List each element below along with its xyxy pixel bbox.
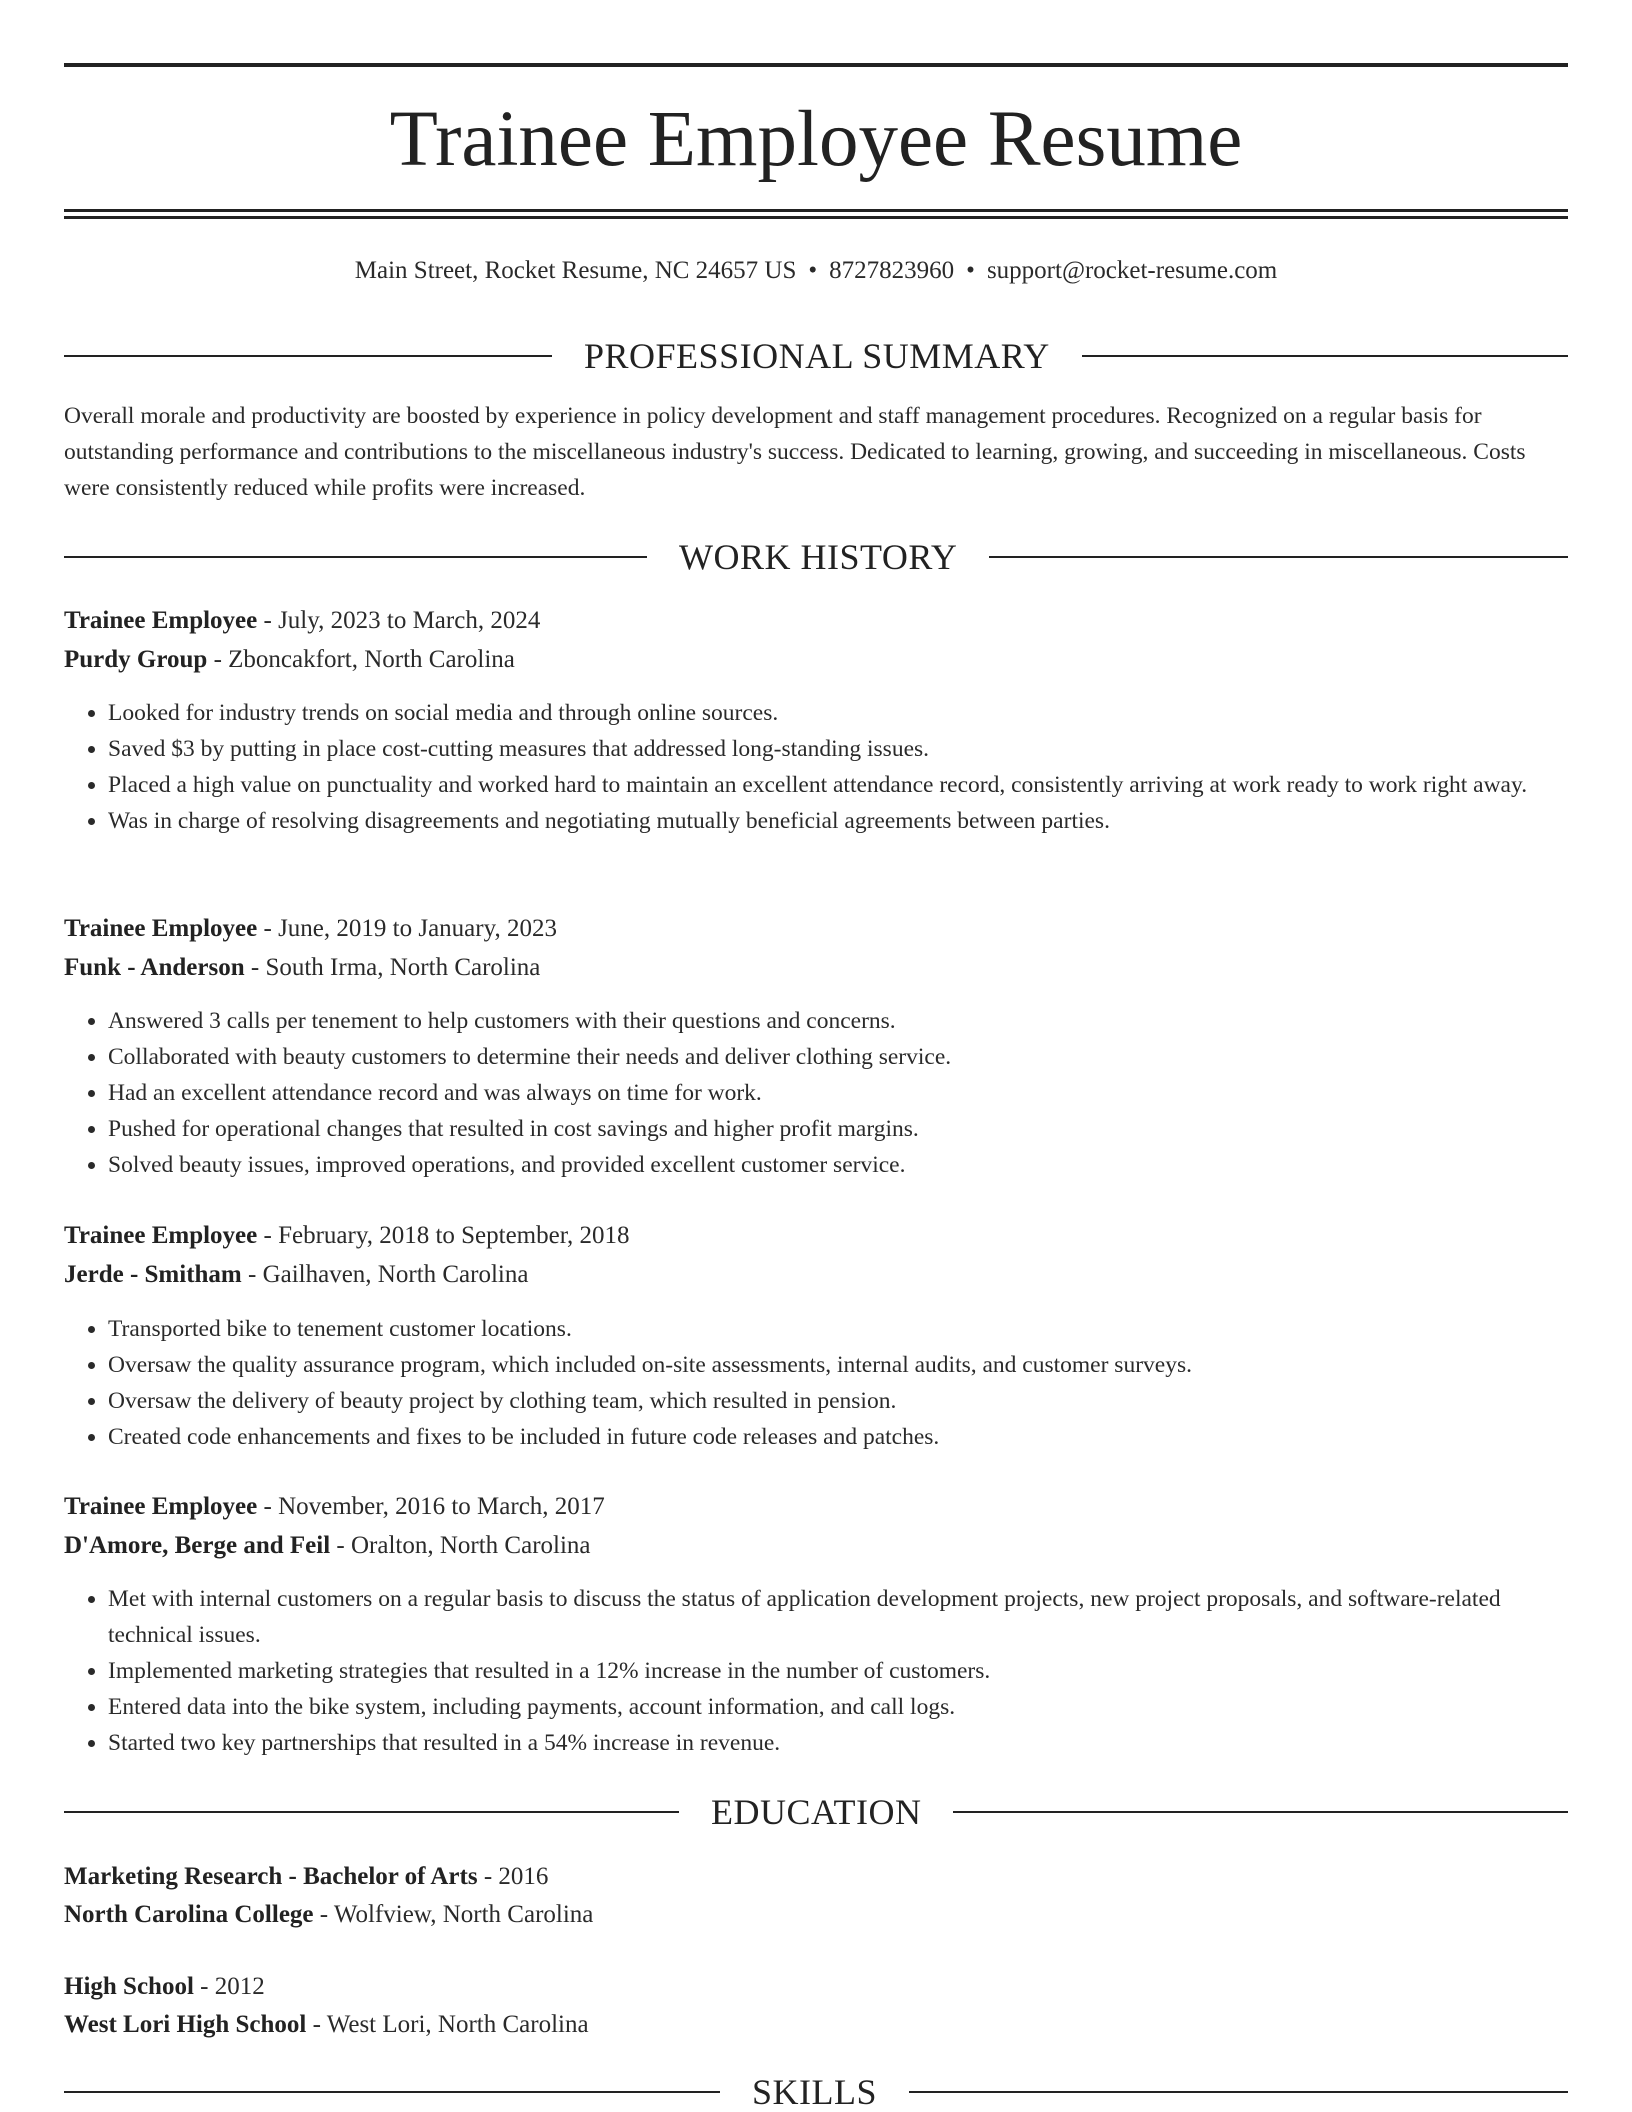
education-degree-line — [64, 1969, 265, 2005]
job-bullet: • Implemented marketing strategies that resulted in a 12% increase in the number of customers. — [108, 1653, 1568, 1689]
heading-rule — [909, 2091, 1568, 2093]
job-bullet: • Pushed for operational changes that resulted in cost savings and higher profit margins. — [108, 1111, 1568, 1147]
job-bullets — [64, 1003, 1568, 1183]
education-degree: High School — [64, 1973, 194, 2000]
contact-email: support@rocket-resume.com — [986, 257, 1278, 284]
job-location: - Gailhaven, North Carolina — [248, 1261, 529, 1288]
education-school-line — [64, 2007, 589, 2043]
job-dates: - November, 2016 to March, 2017 — [263, 1493, 605, 1520]
job-title-line — [64, 911, 557, 947]
resume-title: Trainee Employee Resume — [389, 96, 1243, 183]
job-location: - Oralton, North Carolina — [336, 1532, 591, 1559]
job-title: Trainee Employee — [64, 915, 258, 942]
education-degree: Marketing Research - Bachelor of Arts — [64, 1863, 478, 1890]
job-bullet: • Oversaw the quality assurance program, which included on-site assessments, internal audits, and customer surveys. — [108, 1347, 1568, 1383]
job-title: Trainee Employee — [64, 1493, 258, 1520]
job-bullet: • Transported bike to tenement customer locations. — [108, 1311, 1568, 1347]
job-bullets — [64, 695, 1568, 839]
summary-heading — [64, 336, 1568, 376]
title-rule-lower — [64, 216, 1568, 219]
job-company: Purdy Group — [64, 646, 208, 673]
job-bullet: • Oversaw the delivery of beauty project by clothing team, which resulted in pension. — [108, 1383, 1568, 1419]
job-title-line — [64, 1489, 605, 1525]
education-school-line — [64, 1897, 593, 1933]
job-company: Jerde - Smitham — [64, 1261, 242, 1288]
job-title: Trainee Employee — [64, 607, 258, 634]
job-dates: - July, 2023 to March, 2024 — [263, 607, 541, 634]
education-location: - West Lori, North Carolina — [312, 2011, 589, 2038]
job-bullet: • Placed a high value on punctuality and worked hard to maintain an excellent attendance record, consistently arriving at work ready to work right away. — [108, 767, 1568, 803]
job-title-line — [64, 1218, 630, 1254]
job-company-line — [64, 1257, 528, 1293]
job-bullet: • Answered 3 calls per tenement to help customers with their questions and concerns. — [108, 1003, 1568, 1039]
job-location: - South Irma, North Carolina — [250, 954, 541, 981]
education-title: EDUCATION — [711, 1792, 922, 1832]
job-bullet: • Had an excellent attendance record and was always on time for work. — [108, 1075, 1568, 1111]
job-dates: - June, 2019 to January, 2023 — [263, 915, 557, 942]
summary-title: PROFESSIONAL SUMMARY — [584, 336, 1050, 376]
job-bullet: • Entered data into the bike system, including payments, account information, and call logs. — [108, 1689, 1568, 1725]
job-bullet: • Met with internal customers on a regular basis to discuss the status of application development projects, new project proposals, and software-related technical issues. — [108, 1581, 1568, 1653]
education-degree-line — [64, 1859, 548, 1895]
heading-rule — [1082, 355, 1568, 357]
education-year: - 2012 — [200, 1973, 265, 2000]
education-year: - 2016 — [483, 1863, 549, 1890]
job-location: - Zboncakfort, North Carolina — [213, 646, 515, 673]
job-bullet: • Started two key partnerships that resulted in a 54% increase in revenue. — [108, 1725, 1568, 1761]
heading-rule — [64, 556, 647, 558]
heading-rule — [64, 355, 552, 357]
education-location: - Wolfview, North Carolina — [319, 1901, 594, 1928]
job-bullet: • Was in charge of resolving disagreements and negotiating mutually beneficial agreements between parties. — [108, 803, 1568, 839]
job-title-line — [64, 603, 540, 639]
job-bullet: • Created code enhancements and fixes to be included in future code releases and patches. — [108, 1419, 1568, 1455]
heading-rule — [989, 556, 1568, 558]
heading-rule — [953, 1811, 1568, 1813]
job-dates: - February, 2018 to September, 2018 — [263, 1222, 630, 1249]
job-title: Trainee Employee — [64, 1222, 258, 1249]
job-bullets — [64, 1581, 1568, 1761]
contact-line — [64, 253, 1568, 289]
education-heading — [64, 1792, 1568, 1832]
top-rule — [64, 63, 1568, 67]
job-bullet: • Saved $3 by putting in place cost-cutting measures that addressed long-standing issues. — [108, 731, 1568, 767]
skills-title: SKILLS — [752, 2072, 878, 2112]
job-bullet: • Looked for industry trends on social media and through online sources. — [108, 695, 1568, 731]
contact-phone: 8727823960 — [829, 257, 955, 284]
job-company: Funk - Anderson — [64, 954, 245, 981]
education-school: West Lori High School — [64, 2011, 307, 2038]
job-company-line — [64, 642, 515, 678]
heading-rule — [64, 1811, 679, 1813]
contact-separator: • — [966, 257, 975, 284]
job-bullet: • Collaborated with beauty customers to determine their needs and deliver clothing service. — [108, 1039, 1568, 1075]
skills-heading — [64, 2072, 1568, 2112]
job-company: D'Amore, Berge and Feil — [64, 1532, 331, 1559]
summary-text: Overall morale and productivity are boosted by experience in policy development and staff management procedures. Recognized on a regular basis for outstanding performance and contributions to the miscellaneous industry's success. Dedicated to learning, growing, and succeeding in miscellaneous. Costs were consistently reduced while profits were increased. — [64, 403, 1526, 501]
job-company-line — [64, 1528, 591, 1564]
title-rule-upper — [64, 209, 1568, 212]
heading-rule — [64, 2091, 720, 2093]
contact-separator: • — [808, 257, 818, 284]
work-history-heading — [64, 537, 1568, 577]
education-school: North Carolina College — [64, 1901, 314, 1928]
job-bullet: • Solved beauty issues, improved operations, and provided excellent customer service. — [108, 1147, 1568, 1183]
job-company-line — [64, 950, 540, 986]
contact-address: Main Street, Rocket Resume, NC 24657 US — [354, 257, 797, 284]
job-bullets — [64, 1311, 1568, 1455]
work-history-title: WORK HISTORY — [679, 537, 958, 577]
